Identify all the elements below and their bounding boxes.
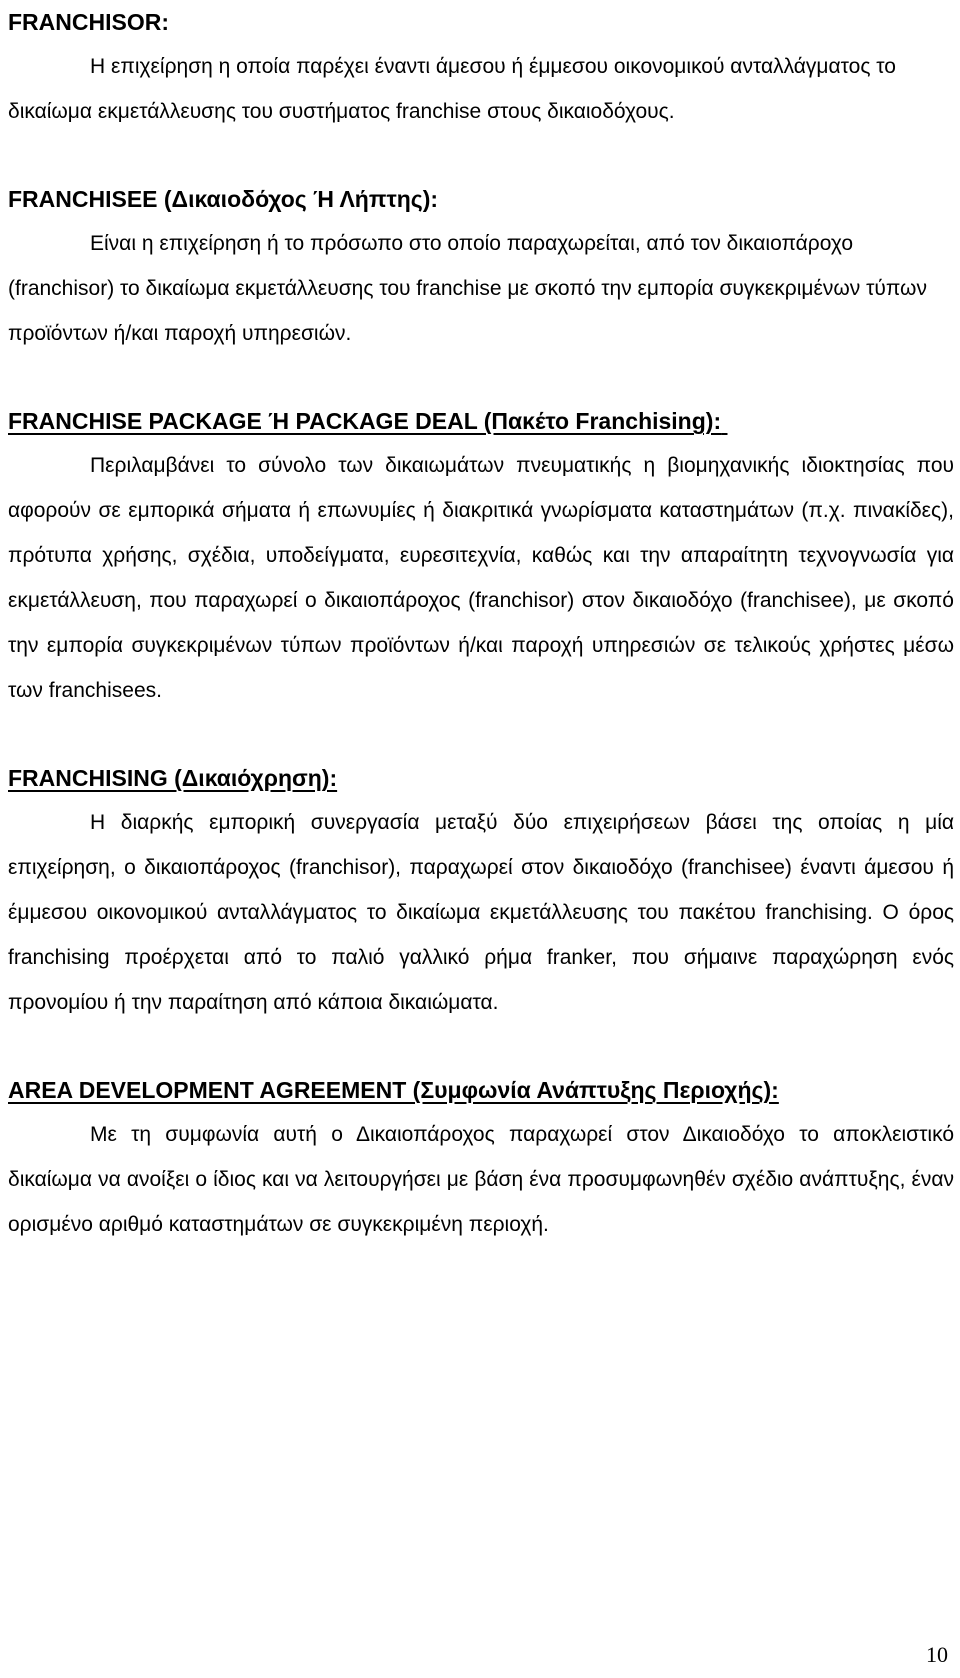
section-paragraph: Η διαρκής εμπορική συνεργασία μεταξύ δύο επιχειρήσεων βάσει της οποίας η μία επιχείρηση, ο δικαιοπάροχος (franchisor), παραχωρεί στον δικαιοδόχο (franchisee) έναντι άμεσου ή έμμεσου οικονομικού ανταλλάγματος το δικαίωμα εκμετάλλευσης του πακέτου franchising. Ο όρος franchising προέρχεται από το παλιό γαλλικό ρήμα franker, που σήμαινε παραχώρηση ενός προνομίου ή την παραίτηση από κάποια δικαιώματα.	[8, 811, 954, 1014]
definition-franchisee	[8, 177, 954, 356]
document-page	[8, 0, 954, 1247]
section-paragraph: Περιλαμβάνει το σύνολο των δικαιωμάτων πνευματικής η βιομηχανικής ιδιοκτησίας που αφορούν σε εμπορικά σήματα ή επωνυμίες ή διακριτικά γνωρίσματα καταστημάτων (π.χ. πινακίδες), πρότυπα χρήσης, σχέδια, υποδείγματα, ευρεσιτεχνία, καθώς και την απαραίτητη τεχνογνωσία για εκμετάλλευση, που παραχωρεί ο δικαιοπάροχος (franchisor) στον δικαιοδόχο (franchisee), με σκοπό την εμπορία συγκεκριμένων τύπων προϊόντων ή/και παροχή υπηρεσιών σε τελικούς χρήστες μέσω των franchisees.	[8, 454, 954, 702]
section-spacer	[8, 134, 954, 177]
section-spacer	[8, 1025, 954, 1068]
section-spacer	[8, 713, 954, 756]
section-heading: FRANCHISEE (Δικαιοδόχος Ή Λήπτης):	[8, 186, 439, 212]
section-heading: AREA DEVELOPMENT AGREEMENT (Συμφωνία Ανάπτυξης Περιοχής):	[8, 1077, 779, 1103]
section-paragraph: Με τη συμφωνία αυτή ο Δικαιοπάροχος παραχωρεί στον Δικαιοδόχο το αποκλειστικό δικαίωμα να ανοίξει ο ίδιος και να λειτουργήσει με βάση ένα προσυμφωνηθέν σχέδιο ανάπτυξης, έναν ορισμένο αριθμό καταστημάτων σε συγκεκριμένη περιοχή.	[8, 1123, 954, 1236]
page-number: 10	[926, 1642, 948, 1667]
section-heading: FRANCHISING (Δικαιόχρηση):	[8, 765, 338, 791]
definition-franchise-package	[8, 399, 954, 713]
section-paragraph: Η επιχείρηση η οποία παρέχει έναντι άμεσου ή έμμεσου οικονομικού ανταλλάγματος το δικαίωμα εκμετάλλευσης του συστήματος franchise στους δικαιοδόχους.	[8, 55, 896, 123]
definition-franchisor	[8, 0, 954, 134]
section-heading: FRANCHISE PACKAGE Ή PACKAGE DEAL (Πακέτο Franchising):	[8, 408, 722, 434]
section-paragraph: Είναι η επιχείρηση ή το πρόσωπο στο οποίο παραχωρείται, από τον δικαιοπάροχο (franchisor) το δικαίωμα εκμετάλλευσης του franchise με σκοπό την εμπορία συγκεκριμένων τύπων προϊόντων ή/και παροχή υπηρεσιών.	[8, 232, 927, 345]
section-spacer	[8, 356, 954, 399]
section-heading: FRANCHISOR:	[8, 9, 169, 35]
definition-area-development-agreement	[8, 1068, 954, 1247]
definition-franchising	[8, 756, 954, 1025]
